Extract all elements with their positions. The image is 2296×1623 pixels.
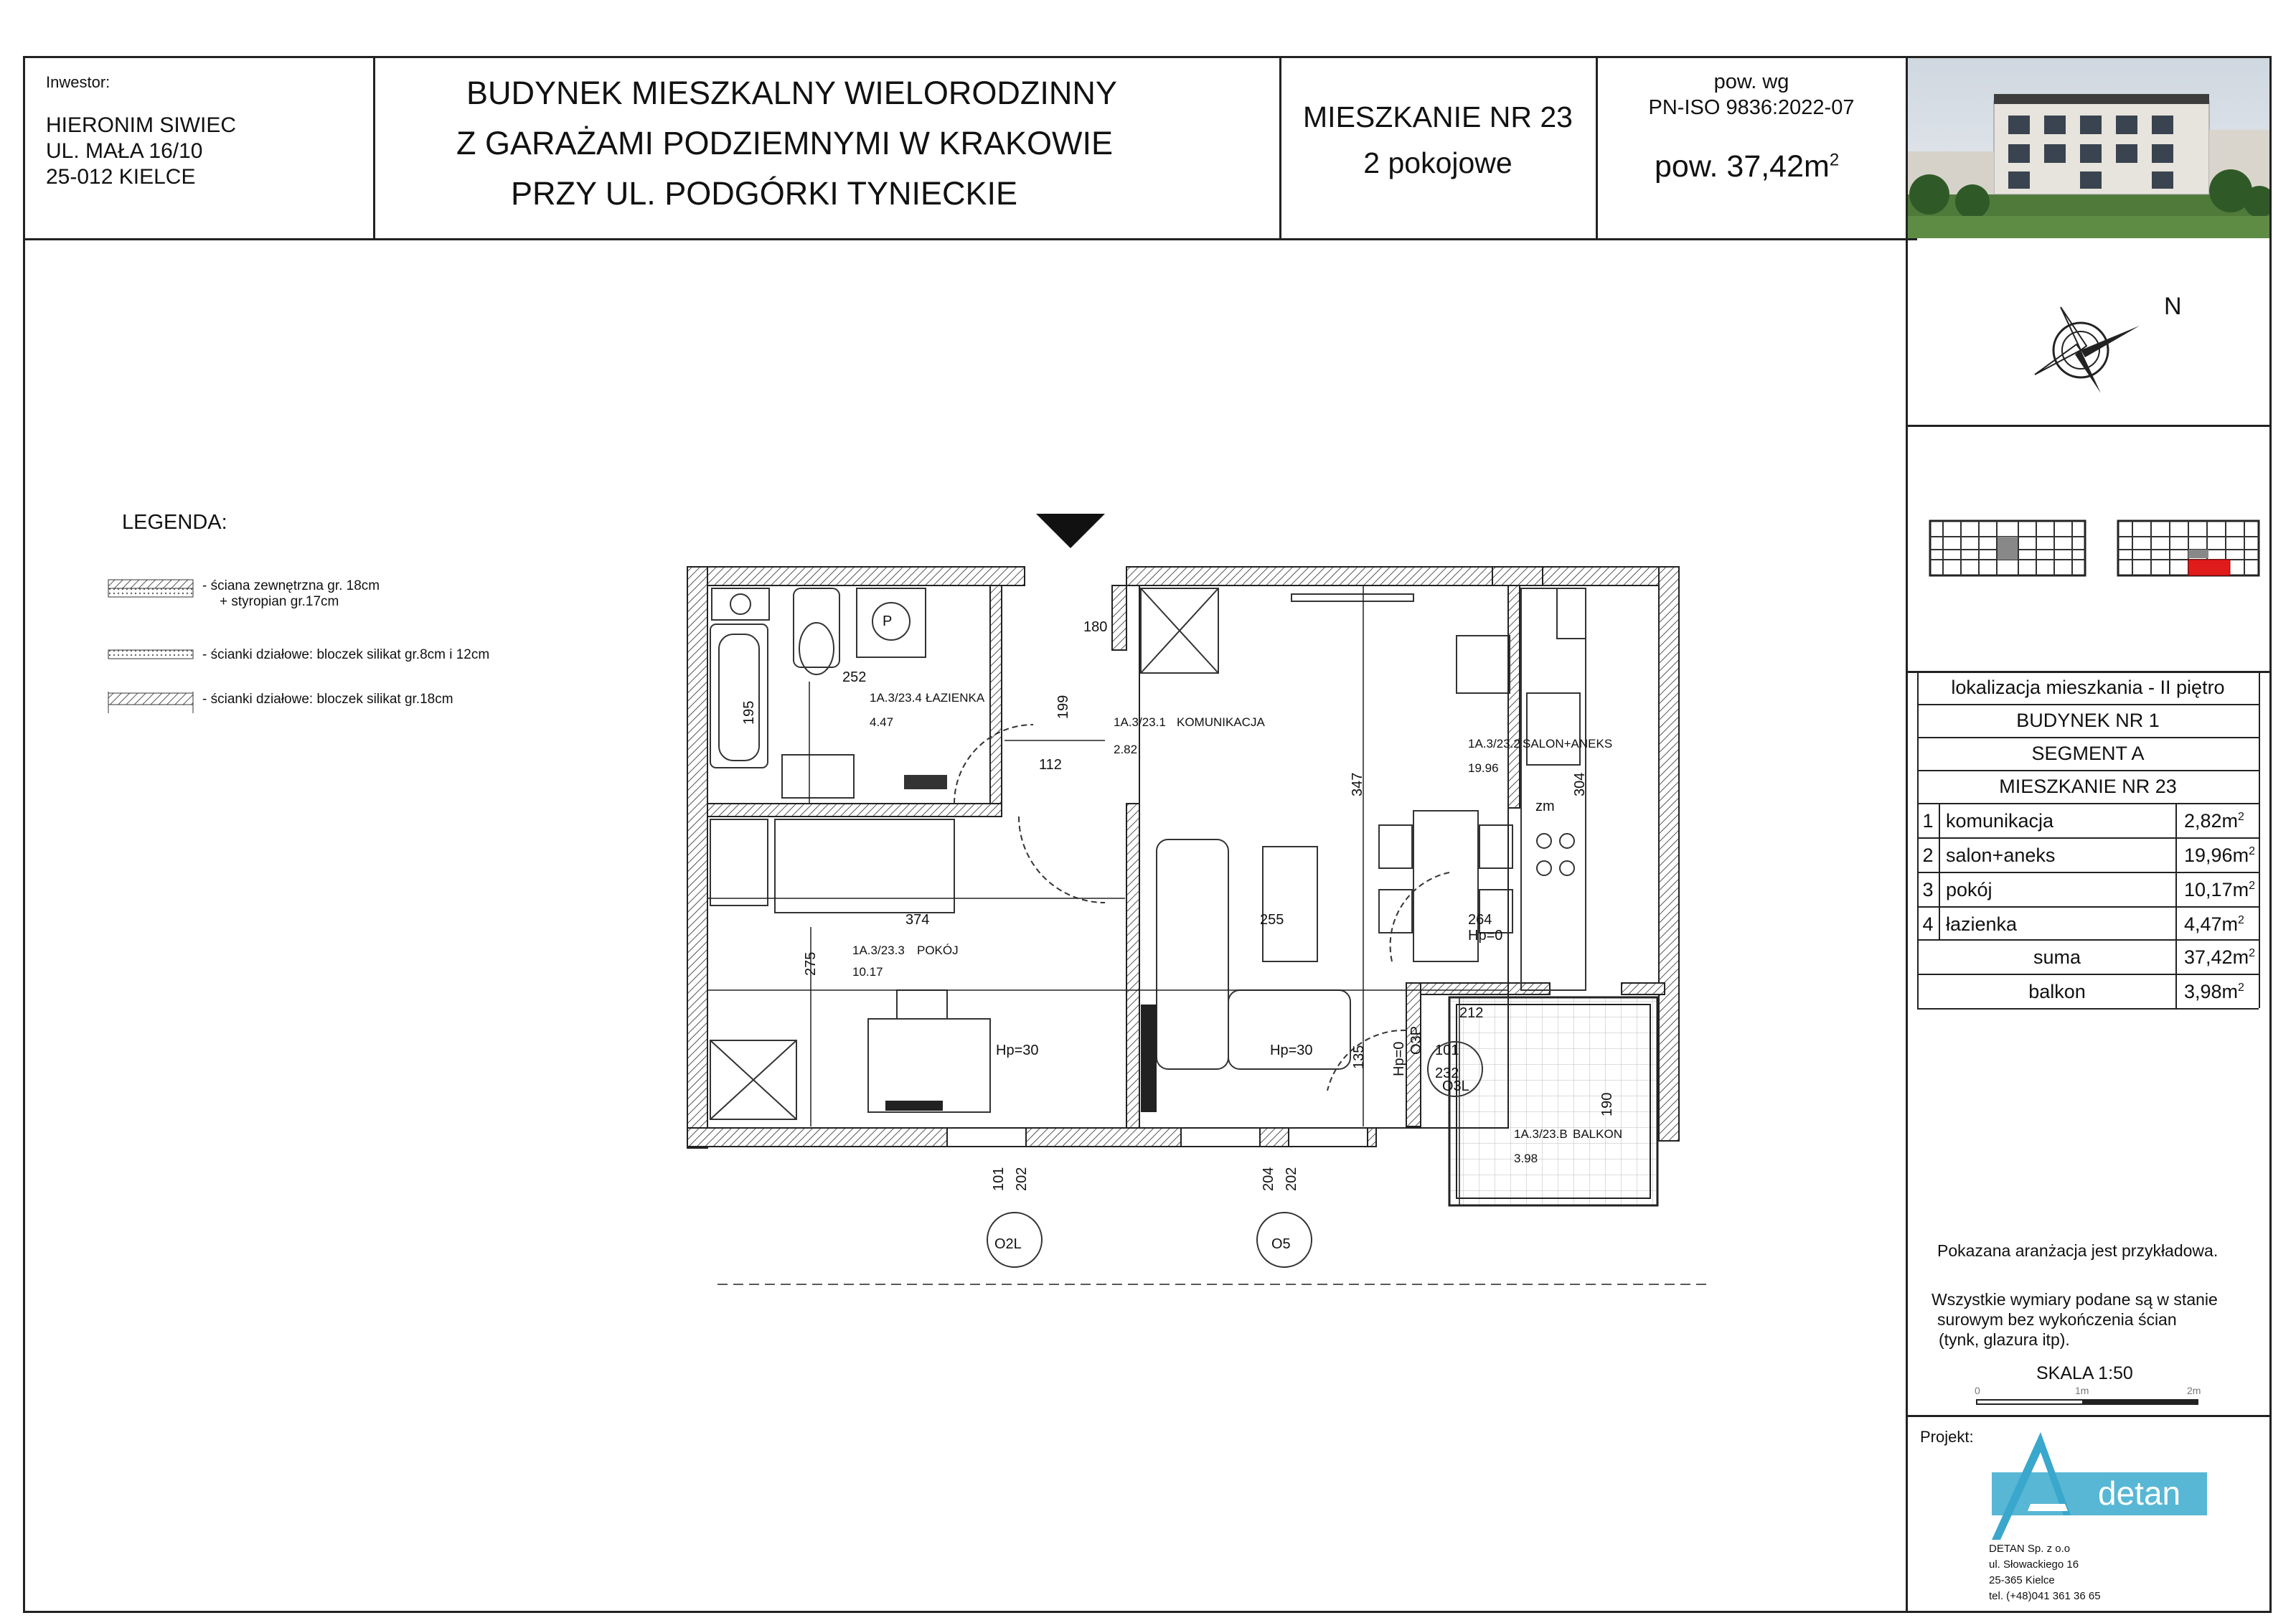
project-title-line1: BUDYNEK MIESZKALNY WIELORODZINNY (466, 75, 1117, 111)
table-segment: SEGMENT A (2031, 743, 2145, 764)
svg-text:O3L: O3L (1442, 1078, 1469, 1094)
logo-text: detan (2098, 1474, 2181, 1512)
svg-text:232: 232 (1435, 1065, 1459, 1081)
svg-text:10.17: 10.17 (852, 965, 883, 979)
legend-swatch-partition-8-12 (108, 649, 194, 662)
svg-text:19.96: 19.96 (1468, 761, 1499, 775)
svg-text:O5: O5 (1271, 1236, 1291, 1252)
table-row-area: $4,47m^2$ (2184, 913, 2244, 935)
svg-text:199: 199 (1055, 695, 1071, 719)
info-table (1906, 671, 2272, 1015)
svg-text:212: 212 (1459, 1005, 1484, 1021)
svg-text:135: 135 (1351, 1045, 1367, 1069)
apartment-title: MIESZKANIE NR 23 (1303, 100, 1573, 133)
svg-text:347: 347 (1350, 772, 1365, 796)
legend-item-sub: + styropian gr.17cm (220, 594, 339, 609)
investor-city: 25-012 KIELCE (46, 165, 196, 189)
note-dims-3: (tynk, glazura itp). (1939, 1330, 2070, 1349)
svg-text:202: 202 (1014, 1167, 1030, 1191)
table-row-no: 3 (1922, 879, 1934, 900)
north-arrow-icon (2031, 300, 2145, 400)
table-row-no: 4 (1922, 913, 1934, 935)
sidebar-project-line (1906, 1415, 2272, 1417)
svg-text:POKÓJ: POKÓJ (917, 944, 959, 957)
company-street: ul. Słowackiego 16 (1989, 1558, 2079, 1571)
investor-street: UL. MAŁA 16/10 (46, 139, 203, 163)
company-city: 25-365 Kielce (1989, 1574, 2055, 1586)
investor-heading: Inwestor: (46, 73, 110, 91)
entrance-arrow-icon (1036, 514, 1105, 550)
scale-tick-label: 2m (2187, 1385, 2201, 1396)
table-apartment: MIESZKANIE NR 23 (1999, 776, 2177, 797)
svg-text:204: 204 (1261, 1167, 1276, 1191)
note-dims-1: Wszystkie wymiary podane są w stanie (1932, 1290, 2218, 1309)
table-row-no: 2 (1922, 845, 1934, 866)
svg-text:zm: zm (1535, 799, 1555, 814)
svg-text:252: 252 (842, 669, 867, 685)
svg-text:KOMUNIKACJA: KOMUNIKACJA (1177, 715, 1265, 729)
legend-item-text: - ścianki działowe: bloczek silikat gr.18cm (202, 692, 453, 707)
svg-text:275: 275 (803, 951, 819, 976)
project-title-line3: PRZY UL. PODGÓRKI TYNIECKIE (511, 175, 1018, 212)
svg-text:P: P (883, 613, 893, 629)
building-render-image (1908, 58, 2269, 238)
svg-text:Hp=0: Hp=0 (1391, 1041, 1407, 1076)
north-label: N (2164, 293, 2182, 320)
table-row-area: $19,96m^2$ (2184, 845, 2255, 866)
project-heading: Projekt: (1920, 1428, 1974, 1446)
floor-plan (674, 560, 1736, 1313)
table-location: lokalizacja mieszkania - II piętro (1951, 677, 2225, 698)
svg-text:101: 101 (1435, 1043, 1459, 1058)
legend-item-text: - ściana zewnętrzna gr. 18cm (202, 578, 380, 593)
svg-text:180: 180 (1083, 619, 1108, 635)
table-row-area: $10,17m^2$ (2184, 879, 2255, 900)
svg-text:202: 202 (1284, 1167, 1299, 1191)
svg-text:195: 195 (741, 700, 757, 725)
company-phone: tel. (+48)041 361 36 65 (1989, 1590, 2101, 1602)
header-bottom-line (23, 238, 1917, 240)
svg-text:1A.3/23.3: 1A.3/23.3 (852, 944, 905, 957)
svg-text:Hp=30: Hp=30 (996, 1043, 1039, 1058)
project-title-line2: Z GARAŻAMI PODZIEMNYMI W KRAKOWIE (456, 125, 1114, 161)
key-plan-building-right (2117, 515, 2260, 580)
table-row-name: łazienka (1946, 913, 2018, 935)
sidebar-compass-line (1906, 425, 2272, 427)
svg-text:264: 264 (1468, 912, 1492, 928)
table-row-name: salon+aneks (1946, 845, 2056, 866)
svg-text:374: 374 (905, 912, 930, 928)
scale-tick-label: 0 (1975, 1385, 1980, 1396)
svg-text:112: 112 (1039, 757, 1062, 773)
area-label-line2: PN-ISO 9836:2022-07 (1648, 96, 1855, 119)
room-label: 1A.3/23.4 (870, 691, 922, 705)
scale-bar (1975, 1385, 2211, 1413)
table-row-no: 1 (1922, 810, 1934, 832)
svg-text:255: 255 (1260, 912, 1284, 928)
scale-tick-label: 1m (2075, 1385, 2089, 1396)
table-row-area: $2,82m^2$ (2184, 810, 2244, 832)
table-sum-value: $37,42m^2$ (2184, 946, 2255, 968)
table-sum-label: suma (2033, 946, 2081, 968)
investor-name: HIERONIM SIWIEC (46, 113, 237, 137)
area-label-line1: pow. wg (1713, 70, 1789, 93)
svg-text:190: 190 (1599, 1092, 1615, 1116)
table-balcony-label: balkon (2028, 981, 2086, 1002)
table-balcony-value: $3,98m^2$ (2184, 981, 2244, 1002)
key-plan-building-left (1929, 515, 2086, 580)
apartment-rooms: 2 pokojowe (1363, 146, 1512, 179)
header-divider-1 (373, 56, 375, 240)
table-building: BUDYNEK NR 1 (2016, 710, 2160, 731)
table-row-name: pokój (1946, 879, 1992, 900)
svg-text:1A.3/23.2: 1A.3/23.2 (1468, 737, 1520, 751)
note-dims-2: surowym bez wykończenia ścian (1937, 1310, 2177, 1329)
area-value: pow. $37,42m^2$ (1655, 149, 1840, 184)
svg-text:SALON+ANEKS: SALON+ANEKS (1523, 737, 1613, 751)
detan-logo (1985, 1432, 2214, 1547)
table-row-name: komunikacja (1946, 810, 2054, 832)
svg-text:BALKON: BALKON (1573, 1127, 1622, 1141)
svg-text:2.82: 2.82 (1114, 743, 1138, 756)
svg-text:1A.3/23.B: 1A.3/23.B (1514, 1127, 1568, 1141)
company-name: DETAN Sp. z o.o (1989, 1543, 2071, 1555)
scale-label: SKALA 1:50 (2036, 1363, 2133, 1383)
svg-text:ŁAZIENKA: ŁAZIENKA (926, 691, 985, 705)
svg-text:304: 304 (1572, 772, 1588, 796)
note-example: Pokazana aranżacja jest przykładowa. (1937, 1241, 2219, 1260)
svg-text:101: 101 (991, 1167, 1007, 1191)
svg-text:4.47: 4.47 (870, 715, 894, 729)
svg-text:3.98: 3.98 (1514, 1152, 1538, 1165)
svg-text:O2L: O2L (994, 1236, 1022, 1252)
svg-text:Hp=0: Hp=0 (1468, 928, 1503, 944)
svg-text:O3P: O3P (1408, 1025, 1424, 1055)
legend-title: LEGENDA: (122, 511, 227, 534)
legend-item-text: - ścianki działowe: bloczek silikat gr.8cm i 12cm (202, 647, 490, 662)
legend-swatch-partition-18 (108, 690, 194, 715)
svg-text:Hp=30: Hp=30 (1270, 1043, 1313, 1058)
legend-swatch-external-wall (108, 578, 194, 600)
svg-text:1A.3/23.1: 1A.3/23.1 (1114, 715, 1166, 729)
